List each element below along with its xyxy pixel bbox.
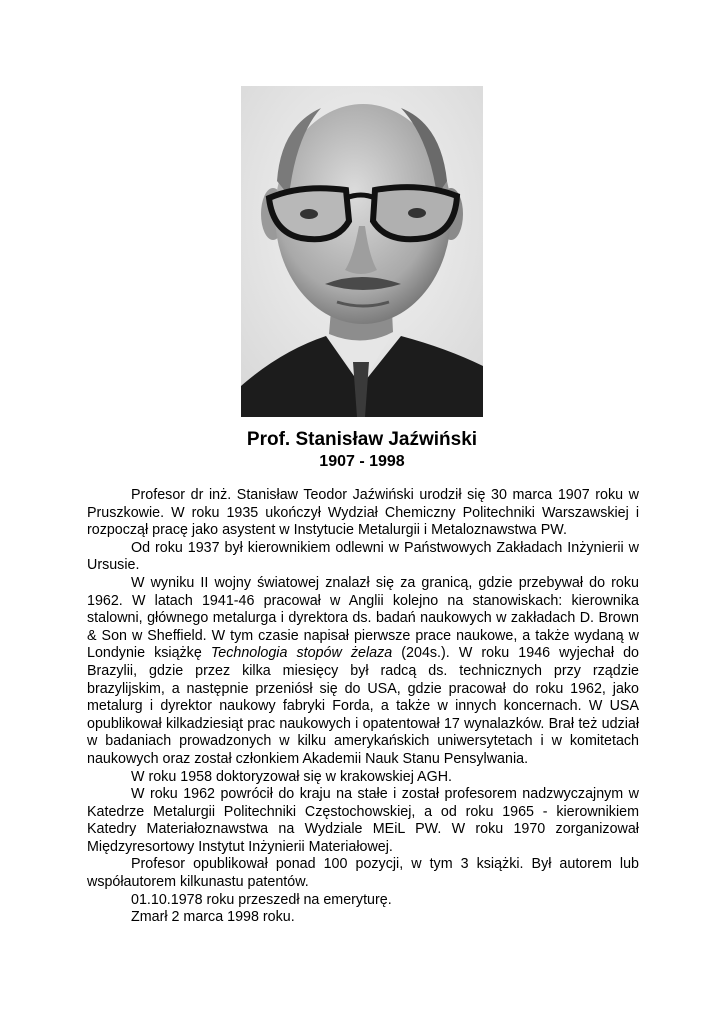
biography-text [87, 487, 639, 927]
biography-paragraph [87, 575, 639, 769]
biography-paragraph: Profesor dr inż. Stanisław Teodor Jaźwiński urodził się 30 marca 1907 roku w Pruszkowie. W roku 1935 ukończył Wydział Chemiczny Politechniki Warszawskiej i rozpoczął pracę jako asystent w Instytucie Metalurgii i Metaloznawstwa PW. [87, 487, 639, 539]
book-title: Technologia stopów żelaza [210, 645, 393, 662]
portrait-image [241, 86, 483, 417]
paragraph-text: (204s.). W roku 1946 wyjechał do Brazylii, gdzie przez kilka miesięcy był radcą ds. technicznych przy rządzie brazylijskim, a następnie przeniósł się do USA, gdzie pracował do roku 1962, jako metalurg i dyrektor naukowy fabryki Forda, a także w innych koncernach. W USA opublikował kilkadziesiąt prac naukowych i opatentował 17 wynalazków. Brał też udział w badaniach prowadzonych w kilku amerykańskich uniwersytetach i w komitetach naukowych oraz został członkiem Akademii Nauk Stanu Pensylwania. [87, 645, 639, 767]
portrait-photo [241, 86, 483, 417]
biography-paragraph: 01.10.1978 roku przeszedł na emeryturę. [131, 891, 392, 908]
biography-paragraph: Od roku 1937 był kierownikiem odlewni w Państwowych Zakładach Inżynierii w Ursusie. [87, 539, 639, 574]
paragraph-text: W wyniku II wojny światowej znalazł się za granicą, gdzie przebywał do roku 1962. W latach 1941-46 pracował w Anglii kolejno na stanowiskach: kierownika stalowni, głównego metalurga i dyrektora ds. badań naukowych w zakładach D. Brown & Son w Sheffield. W tym czasie napisał pierwsze prace naukowe, a także wydaną w Londynie książkę [87, 574, 639, 662]
page-title: Prof. Stanisław Jaźwiński [246, 429, 478, 450]
life-years: 1907 - 1998 [319, 453, 405, 470]
biography-paragraph: W roku 1962 powrócił do kraju na stałe i został profesorem nadzwyczajnym w Katedrze Metalurgii Politechniki Częstochowskiej, a od roku 1965 - kierownikiem Katedry Materiałoznawstwa na Wydziale MEiL PW. W roku 1970 zorganizował Międzyresortowy Instytut Inżynierii Materiałowej. [87, 786, 639, 855]
biography-paragraph: Profesor opublikował ponad 100 pozycji, w tym 3 książki. Był autorem lub współautorem kilkunastu patentów. [87, 856, 639, 891]
biography-paragraph: W roku 1958 doktoryzował się w krakowskiej AGH. [131, 768, 453, 785]
biography-paragraph: Zmarł 2 marca 1998 roku. [131, 909, 295, 926]
